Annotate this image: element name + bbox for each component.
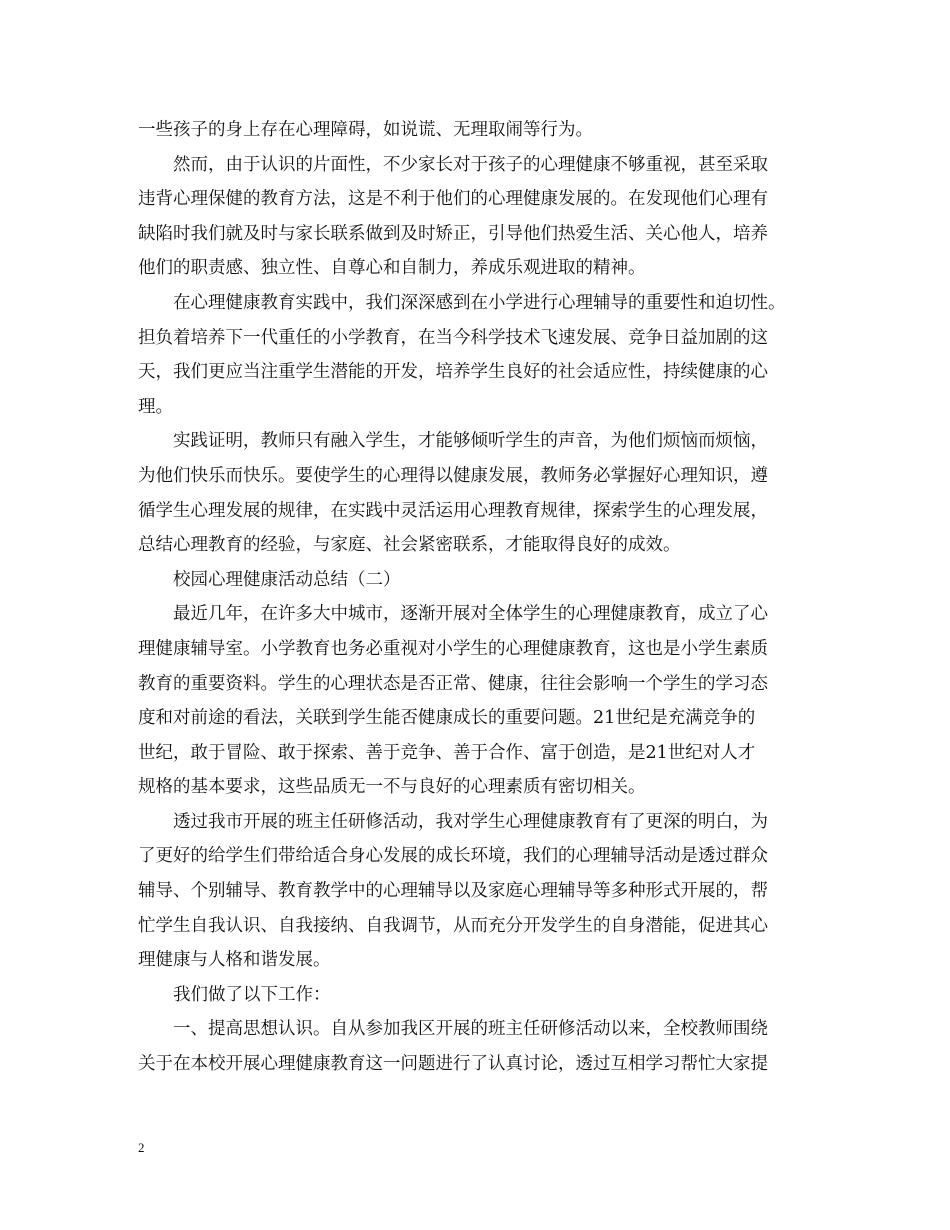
document-body [138,113,828,1082]
page-number: 2 [138,1140,145,1155]
text-line: 担负着培养下一代重任的小学教育，在当今科学技术飞速发展、竞争日益加剧的这 [138,327,768,348]
text-line: 违背心理保健的教育方法，这是不利于他们的心理健康发展的。在发现他们心理有 [138,189,768,210]
text-line: 为他们快乐而快乐。要使学生的心理得以健康发展，教师务必掌握好心理知识，遵 [138,465,768,486]
text-line: 在心理健康教育实践中，我们深深感到在小学进行心理辅导的重要性和迫切性。 [173,292,786,313]
text-line: 关于在本校开展心理健康教育这一问题进行了认真讨论，透过互相学习帮忙大家提 [138,1054,768,1075]
text-line: 透过我市开展的班主任研修活动，我对学生心理健康教育有了更深的明白，为 [173,811,768,832]
text-line: 理健康与人格和谐发展。 [138,950,331,971]
text-line: 天，我们更应当注重学生潜能的开发，培养学生良好的社会适应性，持续健康的心 [138,362,768,383]
text-line: 实践证明，教师只有融入学生，才能够倾听学生的声音，为他们烦恼而烦恼， [173,431,768,452]
text-line: 度和对前途的看法，关联到学生能否健康成长的重要问题。21世纪是充满竞争的 [138,708,756,729]
text-line: 他们的职责感、独立性、自尊心和自制力，养成乐观进取的精神。 [138,258,646,279]
text-line: 理。 [138,396,173,417]
text-line: 总结心理教育的经验，与家庭、社会紧密联系，才能取得良好的成效。 [138,535,681,556]
text-line: 一、提高思想认识。自从参加我区开展的班主任研修活动以来，全校教师围绕 [173,1019,768,1040]
text-line: 忙学生自我认识、自我接纳、自我调节，从而充分开发学生的自身潜能，促进其心 [138,915,768,936]
text-line: 最近几年，在许多大中城市，逐渐开展对全体学生的心理健康教育，成立了心 [173,604,768,625]
text-line: 世纪，敢于冒险、敢于探索、善于竞争、善于合作、富于创造，是21世纪对人才 [138,742,756,763]
text-line: 循学生心理发展的规律，在实践中灵活运用心理教育规律，探索学生的心理发展， [138,500,768,521]
text-line: 缺陷时我们就及时与家长联系做到及时矫正，引导他们热爱生活、关心他人，培养 [138,223,768,244]
text-line: 然而，由于认识的片面性，不少家长对于孩子的心理健康不够重视，甚至采取 [173,154,768,175]
text-line: 规格的基本要求，这些品质无一不与良好的心理素质有密切相关。 [138,777,646,798]
text-line: 教育的重要资料。学生的心理状态是否正常、健康，往往会影响一个学生的学习态 [138,673,768,694]
text-line: 一些孩子的身上存在心理障碍，如说谎、无理取闹等行为。 [138,120,593,140]
text-line: 了更好的给学生们带给适合身心发展的成长环境，我们的心理辅导活动是透过群众 [138,846,768,867]
text-line: 我们做了以下工作： [173,984,331,1005]
text-line: 校园心理健康活动总结（二） [173,569,401,590]
text-line: 辅导、个别辅导、教育教学中的心理辅导以及家庭心理辅导等多种形式开展的，帮 [138,881,768,902]
text-line: 理健康辅导室。小学教育也务必重视对小学生的心理健康教育，这也是小学生素质 [138,638,768,659]
